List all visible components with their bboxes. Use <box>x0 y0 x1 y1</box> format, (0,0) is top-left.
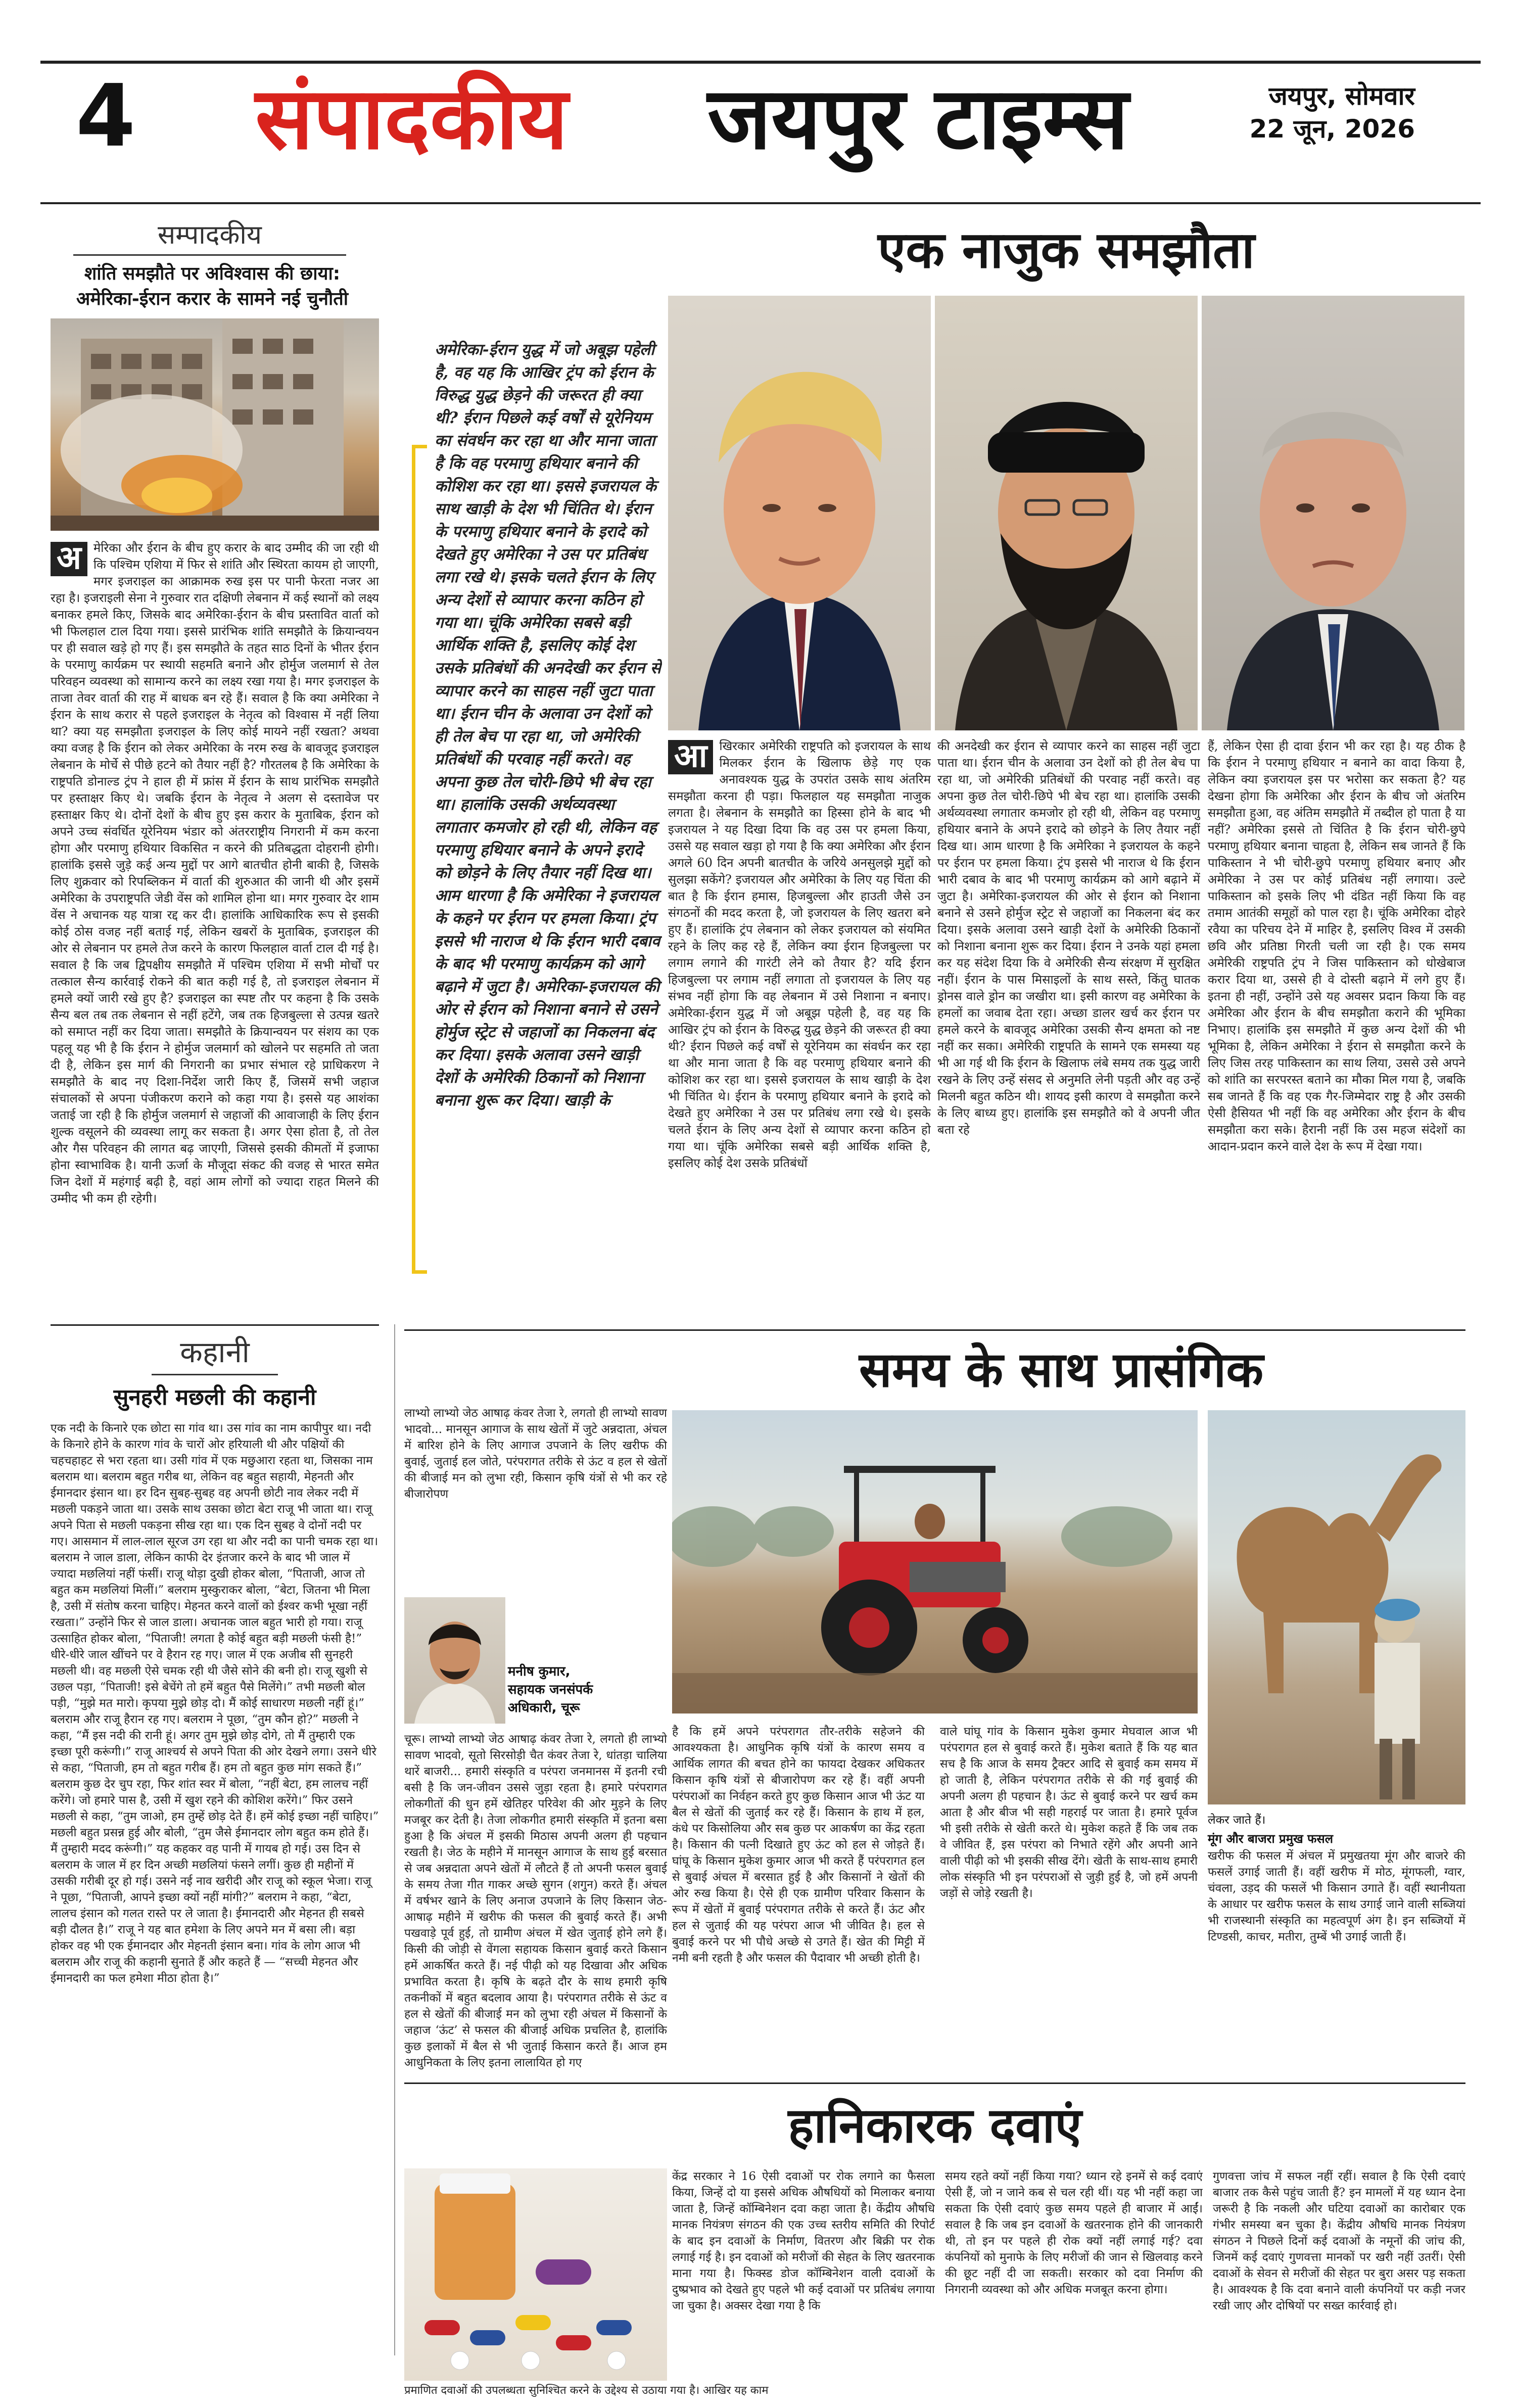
page-number: 4 <box>76 66 136 166</box>
camel-caption: लेकर जाते हैं। <box>1208 1814 1266 1827</box>
camel-farmer-illustration <box>1208 1410 1465 1804</box>
relevant-far: वाले घांघू गांव के किसान मुकेश कुमार मेघवाल आज भी परंपरागत हल से बुवाई करते हैं। मुकेश बताते हैं कि यह बात सच है कि आज के समय ट्रैक्टर आदि से बुवाई कम समय में हो जाती है, लेकिन परंपरागत तरीके से की गई बुवाई की अपनी अलग ही पहचान है। ऊंट से बुवाई करने पर खर्च कम आता है और बीज भी सही गहराई पर जाता है। हमारे पूर्वज भी इसी तरीके से खेती करते थे। मुकेश कहते हैं कि जब तक वे जीवित हैं, इस परंपरा को निभाते रहेंगे और अपनी आने वाली पीढ़ी को भी इसकी सीख देंगे। खेती के साथ-साथ हमारी लोक संस्कृति भी इन परंपराओं से जुड़ी हुई है, जो हमें अपनी जड़ों से जोड़े रखती है। <box>940 1725 1198 1900</box>
portrait-cleric <box>935 296 1198 730</box>
person-portrait-icon <box>404 1597 505 1724</box>
lead-col-3: हैं, लेकिन ऐसा ही दावा ईरान भी कर रहा है। यह ठीक है कि ईरान ने परमाणु हथियार न बनाने का वादा किया है, लेकिन क्या इजरायल इस पर भरोसा कर सकता है? यह देखना होगा कि अमेरिका और ईरान के बीच जो अंतरिम समझौता हुआ, वह अंतिम समझौते में तब्दील हो पाता है या नहीं? अमेरिका इससे तो चिंतित है कि ईरान चोरी-छुपे परमाणु हथियार बनाना चाहता है, लेकिन सब जानते हैं कि पाकिस्तान ने भी चोरी-छुपे परमाणु हथियार बनाए और अमेरिका ने उस पर कोई प्रतिबंध नहीं लगाया। उल्टे पाकिस्तान को इसके लिए भी दंडित नहीं किया कि वह तमाम आतंकी समूहों को पाल रहा है। चूंकि अमेरिका दोहरे रवैया का परिचय देने में माहिर है, इसलिए विश्व में उसकी छवि और प्रतिष्ठा गिरती चली जा रही है। एक समय अमेरिकी राष्ट्रपति ट्रंप ने जिस पाकिस्तान को धोखेबाज करार दिया था, उससे ही वे दोस्ती बढ़ाने में लगे हुए हैं। इतना ही नहीं, उन्होंने उसे यह अवसर प्रदान किया कि वह अमेरिका और ईरान के बीच समझौता कराने की भूमिका निभाए। हालांकि इस समझौते में कुछ अन्य देशों की भी भूमिका है, लेकिन अमेरिका ने ईरान से समझौता करने के लिए जिस तरह पाकिस्तान का साथ लिया, उससे उसे अपने को शांति का सरपरस्त बताने का मौका मिल गया है, जबकि सब जानते हैं कि वह एक गैर-जिम्मेदार राष्ट्र है और उसकी ऐसी हैसियत भी नहीं कि वह अमेरिका और ईरान के बीच समझौता करा सके। हैरानी नहीं कि उस महज संदेशों का आदान-प्रदान करने वाले देश के रूप में देखा गया। <box>1208 739 1465 1153</box>
columnist-name: मनीष कुमार, <box>508 1664 571 1679</box>
lead-col-1-text: खिरकार अमेरिकी राष्ट्रपति को इजरायल के साथ मिलकर ईरान के खिलाफ छेड़े गए एक अनावश्यक युद्ध के उपरांत उसके साथ अंतरिम समझौता करना ही पड़ा। फिलहाल यह समझौता नाजुक लगता है। लेबनान के समझौते का हिस्सा होने के बाद भी इजरायल ने यह दिखा दिया कि वह उस पर हमला किया, उससे यह सवाल खड़ा हो गया है कि क्या अमेरिका और ईरान अगले 60 दिन अपनी बातचीत के जरिये अनसुलझे मुद्दों को सुलझा सकेंगे? इजरायल और अमेरिका के लिए यह चिंता की बात है कि ईरान हमास, हिजबुल्ला और हाउती जैसे उन संगठनों की मदद करता है, जो इजरायल के लिए खतरा बने हुए हैं। हालांकि ट्रंप लेबनान को लेकर इजरायल को संयमित रहने के लिए कह रहे हैं, लेकिन क्या ईरान हिजबुल्ला पर लगाम लगाने की गारंटी लेने को तैयार है? यदि ईरान हिजबुल्ला पर लगाम नहीं लगाता तो इजरायल के लिए यह संभव नहीं होगा कि वह लेबनान में उसे निशाना न बनाए। अमेरिका-ईरान युद्ध में जो अबूझ पहेली है, वह यह कि आखिर ट्रंप को ईरान के विरुद्ध युद्ध छेड़ने की जरूरत ही क्या थी? ईरान पिछले कई वर्षों से यूरेनियम का संवर्धन कर रहा था और माना जाता है कि वह परमाणु हथियार बनाने की कोशिश कर रहा था। इससे इजरायल के साथ खाड़ी के देश भी चिंतित थे। ईरान के परमाणु हथियार बनाने के इरादे को देखते हुए अमेरिका ने उस पर प्रतिबंध लगा रखे थे। इसके चलते ईरान के लिए अन्य देशों से व्यापार करना कठिन हो गया था। चूंकि अमेरिका सबसे बड़ी आर्थिक शक्ति है, इसलिए कोई देश उसके प्रतिबंधों <box>668 739 931 1170</box>
camel-body: खरीफ की फसल में अंचल में प्रमुखतया मूंग और बाजरे की फसलें उगाई जाती हैं। वहीं खरीफ में मोठ, मूंगफली, ग्वार, चंवला, उड़द की फसलें भी किसान उगाते हैं। वहीं स्थानीयता के आधार पर खरीफ फसल के साथ उगाई जाने वाली सब्जियां भी राजस्थानी संस्कृति का महत्वपूर्ण अंग है। इन सब्जियों में टिण्डसी, काचर, मतीरा, तुम्बें भी उगाई जाती हैं। <box>1208 1849 1465 1943</box>
lead-headline: एक नाजुक समझौता <box>878 220 1255 280</box>
story-headline: सुनहरी मछली की कहानी <box>113 1384 316 1410</box>
medicine-col-2: समय रहते क्यों नहीं किया गया? ध्यान रहे इनमें से कई दवाएं ऐसी हैं, जो न जाने कब से चल रही थीं। यह भी नहीं कहा जा सकता कि ऐसी दवाएं कुछ समय पहले ही बाजार में आईं। सवाल है कि जब इन दवाओं के खतरनाक होने की जानकारी थी, तो इन पर पहले ही रोक क्यों नहीं लगाई गई? दवा कंपनियों को मुनाफे के लिए मरीजों की जान से खिलवाड़ करने की छूट नहीं दी जा सकती। सरकार को दवा निर्माण की निगरानी व्यवस्था को और अधिक मजबूत करना होगा। <box>945 2170 1203 2296</box>
story-tag-rule <box>152 1374 278 1375</box>
masthead-top-rule <box>40 61 1481 64</box>
editorial-body <box>51 540 379 1318</box>
relevant-main: चूरू। लाभ्यो लाभ्यो जेठ आषाढ़ कंवर तेजा रे, लगतो ही लाभ्यो सावण भादवो, सूतो सिरसोड़ी चैत कंवर तेजा रे, धांतड़ा चालिया थारें बाजरी... हमारी संस्कृति व परंपरा जनमानस में इतनी रची बसी है कि जन-जीवन उससे जुड़ा रहता है। हमारे परंपरागत लोकगीतों की धुन हमें खेतिहर परिवेश की ओर मुड़ने के लिए मजबूर कर देती है। तेजा लोकगीत हमारी संस्कृति में इतना बसा हुआ है कि अंचल में इसकी मिठास अपनी अलग ही पहचान रखती है। जेठ के महीने में मानसून आगाज के साथ हुई बरसात से जब अन्नदाता अपने खेतों में लौटते हैं तो अपनी फसल बुवाई के समय तेजा गीत गाकर अच्छे सुगन (शगुन) करते हैं। अंचल में वर्षभर खाने के लिए अनाज उपजाने के लिए किसान जेठ-आषाढ़ महीने में खरीफ की फसल की बुवाई करते हैं। अभी पखवाड़े पूर्व हुई, तो ग्रामीण अंचल में खेत जुताई होने लगे हैं। किसी की जोड़ी से वेंगला सहायक किसान बुवाई करते किसान हमें आकर्षित करते हैं। नई पीढ़ी को यह दिखावा और अधिक प्रभावित करता है। कृषि के बढ़ते दौर के साथ हमारी कृषि तकनीकों में बहुत बदलाव आया है। परंपरागत तरीके से ऊंट व हल से खेतों की बीजाई मन को लुभा रही अंचल में किसानों के जहाज ‘ऊंट’ से फसल की बीजाई अधिक प्रचलित है, हालांकि कुछ इलाकों में बैल से भी जुताई किसान करते हैं। आज हम आधुनिकता के लिए इतना लालायित हो गए <box>404 1733 667 2069</box>
masthead-city-day: जयपुर, सोमवार <box>1268 81 1415 111</box>
camel-photo <box>1208 1410 1465 1804</box>
editorial-drop-cap: अ <box>51 542 87 576</box>
editorial-tag-rule <box>73 254 346 256</box>
story-tag <box>51 1332 379 1377</box>
columnist-role-1: सहायक जनसंपर्क <box>508 1682 593 1697</box>
medicine-photo-caption: प्रमाणित दवाओं की उपलब्धता सुनिश्चित करने के उद्देश्य से उठाया गया है। आखिर यह काम <box>404 2384 769 2397</box>
portrait-netanyahu <box>1202 296 1464 730</box>
lead-col-1 <box>668 738 931 1319</box>
person-portrait-icon <box>935 296 1198 730</box>
pills-illustration <box>404 2168 667 2381</box>
columnist-photo <box>404 1597 505 1724</box>
person-portrait-icon <box>1202 296 1464 730</box>
relevant-headline: समय के साथ प्रासंगिक <box>859 1341 1264 1398</box>
pull-quote: अमेरिका-ईरान युद्ध में जो अबूझ पहेली है, वह यह कि आखिर ट्रंप को ईरान के विरुद्ध युद्ध छेड़ने की जरूरत ही क्या थी? ईरान पिछले कई वर्षों से यूरेनियम का संवर्धन कर रहा था और माना जाता है कि वह परमाणु हथियार बनाने की कोशिश कर रहा था। इससे इजरायल के साथ खाड़ी के देश भी चिंतित थे। ईरान के परमाणु हथियार बनाने के इरादे को देखते हुए अमेरिका ने उस पर प्रतिबंध लगा रखे थे। इसके चलते ईरान के लिए अन्य देशों से व्यापार करना कठिन हो गया था। चूंकि अमेरिका सबसे बड़ी आर्थिक शक्ति है, इसलिए कोई देश उसके प्रतिबंधों की अनदेखी कर ईरान से व्यापार करने का साहस नहीं जुटा पाता था। ईरान चीन के अलावा उन देशों को ही तेल बेच पा रहा था, जो अमेरिकी प्रतिबंधों की परवाह नहीं करते। वह अपना कुछ तेल चोरी-छिपे भी बेच रहा था। हालांकि उसकी अर्थव्यवस्था लगातार कमजोर हो रही थी, लेकिन वह परमाणु हथियार बनाने के अपने इरादे को छोड़ने के लिए तैयार नहीं दिख था। आम धारणा है कि अमेरिका ने इजरायल के कहने पर ईरान पर हमला किया। ट्रंप इससे भी नाराज थे कि ईरान भारी दबाव के बाद भी परमाणु कार्यक्रम को आगे बढ़ाने में जुटा है। अमेरिका-इजरायल की ओर से ईरान को निशाना बनाने से उसने होर्मुज स्ट्रेट से जहाजों का निकलना बंद कर दिया। इसके अलावा उसने खाड़ी देशों के अमेरिकी ठिकानों को निशाना बनाना शुरू कर दिया। खाड़ी के <box>435 341 661 1109</box>
pills-photo <box>404 2168 667 2381</box>
camel-subhead: मूंग और बाजरा प्रमुख फसल <box>1208 1832 1334 1846</box>
tractor-illustration <box>672 1410 1198 1714</box>
section-title: संपादकीय <box>255 69 568 169</box>
relevant-right: है कि हमें अपने परंपरागत तौर-तरीके सहेजने की आवश्यकता है। आधुनिक कृषि यंत्रों के कारण समय व आर्थिक लागत की बचत होने का फायदा देखकर अधिकतर किसान कृषि यंत्रों से बीजारोपण कर रहे हैं। वहीं अपनी परंपराओं का निर्वहन करते हुए कुछ किसान आज भी ऊंट या बैल से खेतों की जुताई कर रहे हैं। किसान के हाथ में हल, कंधे पर किसोलिया और सब कुछ पर आकर्षण का केंद्र रहता है। किसान की पत्नी दिखाते हुए ऊंट को हल से जोड़ते हैं। घांघू के किसान मुकेश कुमार आज भी करते हैं परंपरागत हल से बुवाई अंचल में बरसात हुई है और किसानों ने खेतों की ओर रुख किया है। ऐसे ही एक ग्रामीण परिवार किसान के रूप में खेतों में बुवाई परंपरागत तरीके से करते हैं। ऊंट और हल से जुताई की यह परंपरा आज भी जीवित है। हल से बुवाई करने पर भी पौधे अच्छे से उगते हैं। खेत की मिट्टी में नमी बनी रहती है और फसल की पैदावार भी अच्छी होती है। <box>672 1725 925 1965</box>
medicine-headline: हानिकारक दवाएं <box>788 2097 1082 2154</box>
paper-name: जयपुर टाइम्स <box>707 69 1129 169</box>
medicine-col-3: गुणवत्ता जांच में सफल नहीं रहीं। सवाल है कि ऐसी दवाएं बाजार तक कैसे पहुंच जाती हैं? इन मामलों में यह ध्यान देना जरूरी है कि नकली और घटिया दवाओं का कारोबार एक गंभीर समस्या बन चुका है। केंद्रीय औषधि मानक नियंत्रण संगठन ने पिछले दिनों कई दवाओं के नमूनों की जांच की, जिनमें कई दवाएं गुणवत्ता मानकों पर खरी नहीं उतरीं। ऐसी दवाओं के सेवन से मरीजों की सेहत पर बुरा असर पड़ सकता है। आवश्यक है कि दवा बनाने वाली कंपनियों पर कड़ी नजर रखी जाए और दोषियों पर सख्त कार्रवाई हो। <box>1213 2170 1465 2312</box>
editorial-tag <box>53 217 366 258</box>
lead-drop-cap: आ <box>668 740 713 774</box>
editorial-headline-2: अमेरिका-ईरान करार के सामने नई चुनौती <box>76 289 349 309</box>
story-body: एक नदी के किनारे एक छोटा सा गांव था। उस गांव का नाम कापीपुर था। नदी के किनारे होने के कारण गांव के चारों ओर हरियाली थी और पक्षियों की चहचहाहट से भरा रहता था। उसी गांव में एक मछुआरा रहता था, जिसका नाम बलराम था। बलराम बहुत गरीब था, लेकिन वह बहुत सहायी, मेहनती और ईमानदार इंसान था। हर दिन सुबह-सुबह वह अपनी छोटी नाव लेकर नदी में मछली पकड़ने जाता था। उसके साथ उसका छोटा बेटा राजू भी जाता था। राजू अपने पिता से मछली पकड़ना सीख रहा था। एक दिन सुबह वे दोनों नदी पर गए। आसमान में लाल-लाल सूरज उग रहा था और नदी का पानी चमक रहा था। बलराम ने जाल डाला, लेकिन काफी देर इंतजार करने के बाद भी जाल में ज्यादा मछलियां नहीं फंसीं। राजू थोड़ा दुखी होकर बोला, “पिताजी, आज तो बहुत कम मछलियां मिलीं।” बलराम मुस्कुराकर बोला, “बेटा, जितना भी मिला है, उसी में संतोष करना चाहिए। मेहनत करने वालों को ईश्वर कभी भूखा नहीं रखता।” उन्होंने फिर से जाल डाला। अचानक जाल बहुत भारी हो गया। राजू उत्साहित होकर बोला, “पिताजी! लगता है कोई बहुत बड़ी मछली फंसी है!” धीरे-धीरे जाल खींचने पर वे हैरान रह गए। जाल में एक अजीब सी सुनहरी मछली थी। वह मछली ऐसे चमक रही थी जैसे सोने की बनी हो। राजू खुशी से उछल पड़ा, “पिताजी! इसे बेचेंगे तो हमें बहुत पैसे मिलेंगे।” तभी मछली बोल पड़ी, “मुझे मत मारो। कृपया मुझे छोड़ दो। मैं कोई साधारण मछली नहीं हूं।” बलराम और राजू हैरान रह गए। बलराम ने पूछा, “तुम कौन हो?” मछली ने कहा, “मैं इस नदी की रानी हूं। अगर तुम मुझे छोड़ दोगे, तो मैं तुम्हारी एक इच्छा पूरी करूंगी।” राजू आश्चर्य से अपने पिता की ओर देखने लगा। उसने धीरे से कहा, “पिताजी, हम तो बहुत गरीब हैं। हम तो बहुत कुछ मांग सकते हैं।” बलराम कुछ देर चुप रहा, फिर शांत स्वर में बोला, “नहीं बेटा, हम लालच नहीं करेंगे। जो हमारे पास है, उसी में खुश रहने की कोशिश करेंगे।” फिर उसने मछली से कहा, “तुम जाओ, हम तुम्हें छोड़ देते हैं। हमें कोई इच्छा नहीं चाहिए।” मछली बहुत प्रसन्न हुई और बोली, “तुम जैसे ईमानदार लोग बहुत कम होते हैं। मैं तुम्हारी मदद करूंगी।” यह कहकर वह पानी में गायब हो गई। उस दिन से बलराम के जाल में हर दिन अच्छी मछलियां फंसने लगीं। कुछ ही महीनों में उसकी गरीबी दूर हो गई। उसने नई नाव खरीदी और राजू को स्कूल भेजा। राजू ने पूछा, “पिताजी, आपने इच्छा क्यों नहीं मांगी?” बलराम ने कहा, “बेटा, लालच इंसान को गलत रास्ते पर ले जाता है। ईमानदारी और मेहनत ही सबसे बड़ी दौलत है।” राजू ने यह बात हमेशा के लिए अपने मन में बसा ली। बड़ा होकर वह भी एक ईमानदार और मेहनती इंसान बना। गांव के लोग आज भी बलराम और राजू की कहानी सुनाते हैं और कहते हैं — “सच्ची मेहनत और ईमानदारी का फल हमेशा मीठा होता है।” <box>51 1422 379 1985</box>
portrait-trump <box>668 296 931 730</box>
building-fire-illustration <box>51 318 379 531</box>
story-top-rule <box>51 1324 379 1326</box>
story-tag-label: कहानी <box>180 1335 250 1369</box>
relevant-intro: लाभ्यो लाभ्यो जेठ आषाढ़ कंवर तेजा रे, लगतो ही लाभ्यो सावण भादवो... मानसून आगाज के साथ खेतों में जुटे अन्नदाता, अंचल में बारिश होने के लिए आगाज उपजाने के लिए खरीफ की बुवाई, जुताई हल जोते, परंपरागत तरीके से ऊंट व हल से खेतों की बीजाई मन को लुभा रही, किसान कृषि यंत्रों से भी कर रहे बीजारोपण <box>404 1407 667 1501</box>
tractor-photo <box>672 1410 1198 1714</box>
person-portrait-icon <box>668 296 931 730</box>
masthead-bottom-rule <box>40 202 1481 204</box>
editorial-headline-1: शांति समझौते पर अविश्वास की छाया: <box>84 263 341 284</box>
quote-bracket <box>412 445 427 1274</box>
editorial-photo <box>51 318 379 531</box>
columnist-role-2: अधिकारी, चूरू <box>508 1700 580 1716</box>
editorial-tag-label: सम्पादकीय <box>158 220 262 250</box>
relevant-top-rule <box>404 1329 1465 1331</box>
masthead-date: 22 जून, 2026 <box>1249 114 1415 144</box>
medicine-col-1: केंद्र सरकार ने 16 ऐसी दवाओं पर रोक लगाने का फैसला किया, जिन्हें दो या इससे अधिक औषधियों को मिलाकर बनाया जाता है, जिन्हें कॉम्बिनेशन दवा कहा जाता है। केंद्रीय औषधि मानक नियंत्रण संगठन की एक उच्च स्तरीय समिति की रिपोर्ट के बाद इन दवाओं के निर्माण, वितरण और बिक्री पर रोक लगाई गई है। इन दवाओं को मरीजों की सेहत के लिए खतरनाक माना गया है। फिक्स्ड डोज कॉम्बिनेशन वाली दवाओं के दुष्प्रभाव को देखते हुए पहले भी कई दवाओं पर प्रतिबंध लगाया जा चुका है। अक्सर देखा गया है कि <box>672 2170 935 2312</box>
lead-col-2: की अनदेखी कर ईरान से व्यापार करने का साहस नहीं जुटा पाता था। ईरान चीन के अलावा उन देशों को ही तेल बेच पा रहा था, जो अमेरिकी प्रतिबंधों की परवाह नहीं करते। वह अपना कुछ तेल चोरी-छिपे भी बेच रहा था। हालांकि उसकी अर्थव्यवस्था लगातार कमजोर हो रही थी, लेकिन वह परमाणु हथियार बनाने के अपने इरादे को छोड़ने के लिए तैयार नहीं दिख था। आम धारणा है कि अमेरिका ने इजरायल के कहने पर ईरान पर हमला किया। ट्रंप इससे भी नाराज थे कि ईरान भारी दबाव के बाद भी परमाणु कार्यक्रम को आगे बढ़ाने में जुटा है। अमेरिका-इजरायल की ओर से ईरान को निशाना बनाने से उसने होर्मुज स्ट्रेट से जहाजों का निकलना बंद कर दिया। इसके अलावा उसने खाड़ी देशों के अमेरिकी ठिकानों को निशाना बनाना शुरू कर दिया। ईरान ने उनके यहां हमला कर यह संदेश दिया कि वे अमेरिकी सैन्य संरक्षण में सुरक्षित नहीं। ईरान के पास मिसाइलों के साथ सस्ते, किंतु घातक ड्रोनस वाले ड्रोन का जखीरा था। इसी कारण वह अमेरिका के हमलों का जवाब देता रहा। अच्छा डालर खर्च कर ईरान पर हमले करने के बावजूद अमेरिका उसकी सैन्य क्षमता को नष्ट नहीं कर सका। अमेरिकी राष्ट्रपति के सामने एक समस्या यह भी आ गई थी कि ईरान के खिलाफ लंबे समय तक युद्ध जारी रखने के लिए उन्हें संसद से अनुमति लेनी पड़ती और वह उन्हें मिलनी बहुत कठिन थी। शायद इसी कारण वे समझौता करने के लिए बाध्य हुए। हालांकि इस समझौते को वे अपनी जीत बता रहे <box>937 739 1200 1137</box>
editorial-body-text: मेरिका और ईरान के बीच हुए करार के बाद उम्मीद की जा रही थी कि पश्चिम एशिया में फिर से शांति और स्थिरता कायम हो जाएगी, मगर इजराइल का आक्रामक रुख इस पर पानी फेरता नजर आ रहा है। इजराइली सेना ने गुरुवार रात दक्षिणी लेबनान में कई स्थानों को लक्ष्य बनाकर हमले किए, जिसके बाद अमेरिका-ईरान के बीच प्रस्तावित वार्ता को भी फिलहाल टाल दिया गया। इससे प्रारंभिक शांति समझौते के क्रियान्वयन पर ही सवाल खड़े हो गए हैं। इस समझौते के तहत साठ दिनों के भीतर ईरान के परमाणु कार्यक्रम पर स्थायी सहमति बनाने और होर्मुज जलमार्ग से तेल परिवहन व्यवस्था को सामान्य करने का लक्ष्य रखा गया है। मगर इजराइल के ताजा तेवर वार्ता की राह में बाधक बन रहे हैं। सवाल है कि क्या अमेरिका ने ईरान के साथ करार से पहले इजराइल के नेतृत्व को विश्वास में नहीं लिया था? क्या यह समझौता इजराइल के लिए कोई मायने नहीं रखता? अथवा क्या वजह है कि ईरान को लेकर अमेरिका के नरम रुख के बावजूद इजराइल लेबनान के मोर्चे से पीछे हटने को तैयार नहीं है? गौरतलब है कि अमेरिका के राष्ट्रपति डोनाल्ड ट्रंप ने हाल ही में फ्रांस में ईरान के साथ प्रारंभिक समझौते पर हस्ताक्षर किए थे। जबकि ईरान के नेतृत्व ने अलग से दस्तावेज पर हस्ताक्षर किए थे। दोनों देशों के बीच हुए इस करार के मुताबिक, ईरान को अपने उच्च संवर्धित यूरेनियम भंडार को अंतरराष्ट्रीय निगरानी में कम करना होगा और परमाणु हथियार विकसित न करने की प्रतिबद्धता दोहरानी होगी। हालांकि इससे जुड़े कई अन्य मुद्दों पर आगे बातचीत होनी बाकी है, जिसके लिए शुक्रवार को रिपब्लिकन में वार्ता की शुरुआत की जानी थी और इसमें अमेरिका के उपराष्ट्रपति जेडी वेंस को शामिल होना था। मगर गुरुवार देर शाम वेंस ने अचानक यह यात्रा रद्द कर दी। हालांकि आधिकारिक रूप से इसकी कोई ठोस वजह नहीं बताई गई, लेकिन खबरों के मुताबिक, इजराइल की ओर से लेबनान पर हमले तेज करने के कारण फिलहाल वार्ता टाल दी गई है। सवाल है कि जब द्विपक्षीय समझौते में पश्चिम एशिया में सभी मोर्चों पर तत्काल सैन्य कार्रवाई रोकने की बात कही गई है, तो इजराइल लेबनान में हमले क्यों जारी रखे हुए है? इजराइल का स्पष्ट तौर पर कहना है कि उसके सैन्य बल तब तक लेबनान से नहीं हटेंगे, जब तक हिजबुल्ला से उत्पन्न खतरे को समाप्त नहीं कर दिया जाता। समझौते के क्रियान्वयन पर संशय का एक पहलू यह भी है कि ईरान ने होर्मुज जलमार्ग को खोलने पर सहमति तो जता दी है, लेकिन इस मार्ग की निगरानी का प्रभार संभाल रहे प्राधिकरण ने समझौते के बाद नए दिशा-निर्देश जारी किए हैं, जिसमें सभी जहाज संचालकों से अपना पंजीकरण कराने को कहा गया है। इससे यह आशंका जताई जा रही है कि होर्मुज जलमार्ग से जहाजों की आवाजाही के लिए ईरान शुल्क वसूलने की व्यवस्था लागू कर सकता है। अगर ऐसा होता है, तो तेल और गैस परिवहन की लागत बढ़ जाएगी, जिससे इसकी कीमतों में इजाफा होना स्वाभाविक है। यानी ऊर्जा के मौजूदा संकट की वजह से भारत समेत जिन देशों में महंगाई बढ़ी है, वहां आम लोगों को ज्यादा राहत मिलने की उम्मीद भी कम ही रहेगी। <box>51 541 379 1206</box>
story-column-rule <box>394 1324 395 2355</box>
